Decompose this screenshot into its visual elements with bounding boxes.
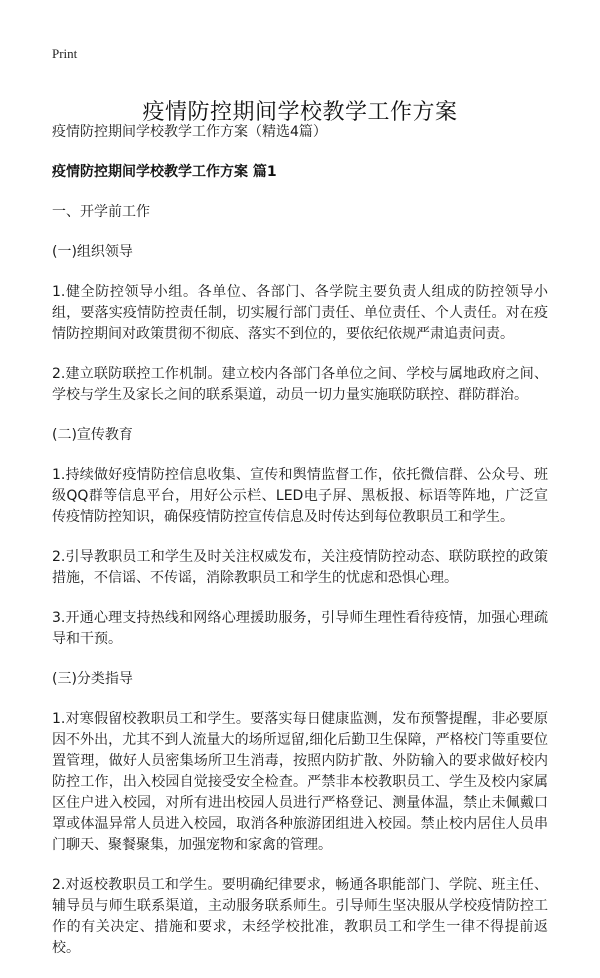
document-subtitle: 疫情防控期间学校教学工作方案（精选4篇） (52, 124, 327, 140)
document-title: 疫情防控期间学校教学工作方案 (142, 99, 458, 125)
heading-propaganda: (二)宣传教育 (52, 427, 133, 443)
heading-opening: 一、开学前工作 (52, 204, 150, 220)
paragraph-1: 1.健全防控领导小组。各单位、各部门、各学院主要负责人组成的防控领导小组，要落实疫情防控责任制，切实履行部门责任、单位责任、个人责任。对在疫情防控期间对政策贯彻不彻底、落实不到位的，要依纪依规严肃追责问责。 (52, 284, 548, 342)
paragraph-3: 1.持续做好疫情防控信息收集、宣传和舆情监督工作，依托微信群、公众号、班级QQ群等信息平台，用好公示栏、LED电子屏、黑板报、标语等阵地，广泛宣传疫情防控知识，确保疫情防控宣传信息及时传达到每位教职员工和学生。 (52, 467, 548, 525)
section-title: 疫情防控期间学校教学工作方案 篇1 (52, 164, 277, 180)
document-body (52, 122, 548, 978)
heading-guidance: (三)分类指导 (52, 671, 133, 687)
paragraph-2: 2.建立联防联控工作机制。建立校内各部门各单位之间、学校与属地政府之间、学校与学生及家长之间的联系渠道，动员一切力量实施联防联控、群防群治。 (52, 366, 548, 403)
print-label[interactable]: Print (52, 46, 78, 61)
paragraph-7: 2.对返校教职员工和学生。要明确纪律要求，畅通各职能部门、学院、班主任、辅导员与师生联系渠道，主动服务联系师生。引导师生坚决服从学校疫情防控工作的有关决定、措施和要求，未经学校批准，教职员工和学生一律不得提前返校。 (52, 877, 548, 956)
paragraph-6: 1.对寒假留校教职员工和学生。要落实每日健康监测，发布预警提醒，非必要原因不外出，尤其不到人流量大的场所逗留,细化后勤卫生保障，严格校门等重要位置管理，做好人员密集场所卫生消毒，按照内防扩散、外防输入的要求做好校内防控工作，出入校园自觉接受安全检查。严禁非本校教职员工、学生及校内家属区住户进入校园，对所有进出校园人员进行严格登记、测量体温，禁止未佩戴口罩或体温异常人员进入校园，取消各种旅游团组进入校园。禁止校内居住人员串门聊天、聚餐聚集，加强宠物和家禽的管理。 (52, 711, 548, 853)
paragraph-4: 2.引导教职员工和学生及时关注权威发布，关注疫情防控动态、联防联控的政策措施，不信谣、不传谣，消除教职员工和学生的忧虑和恐惧心理。 (52, 549, 548, 586)
heading-organization: (一)组织领导 (52, 244, 133, 260)
paragraph-5: 3.开通心理支持热线和网络心理援助服务，引导师生理性看待疫情，加强心理疏导和干预。 (52, 610, 548, 647)
